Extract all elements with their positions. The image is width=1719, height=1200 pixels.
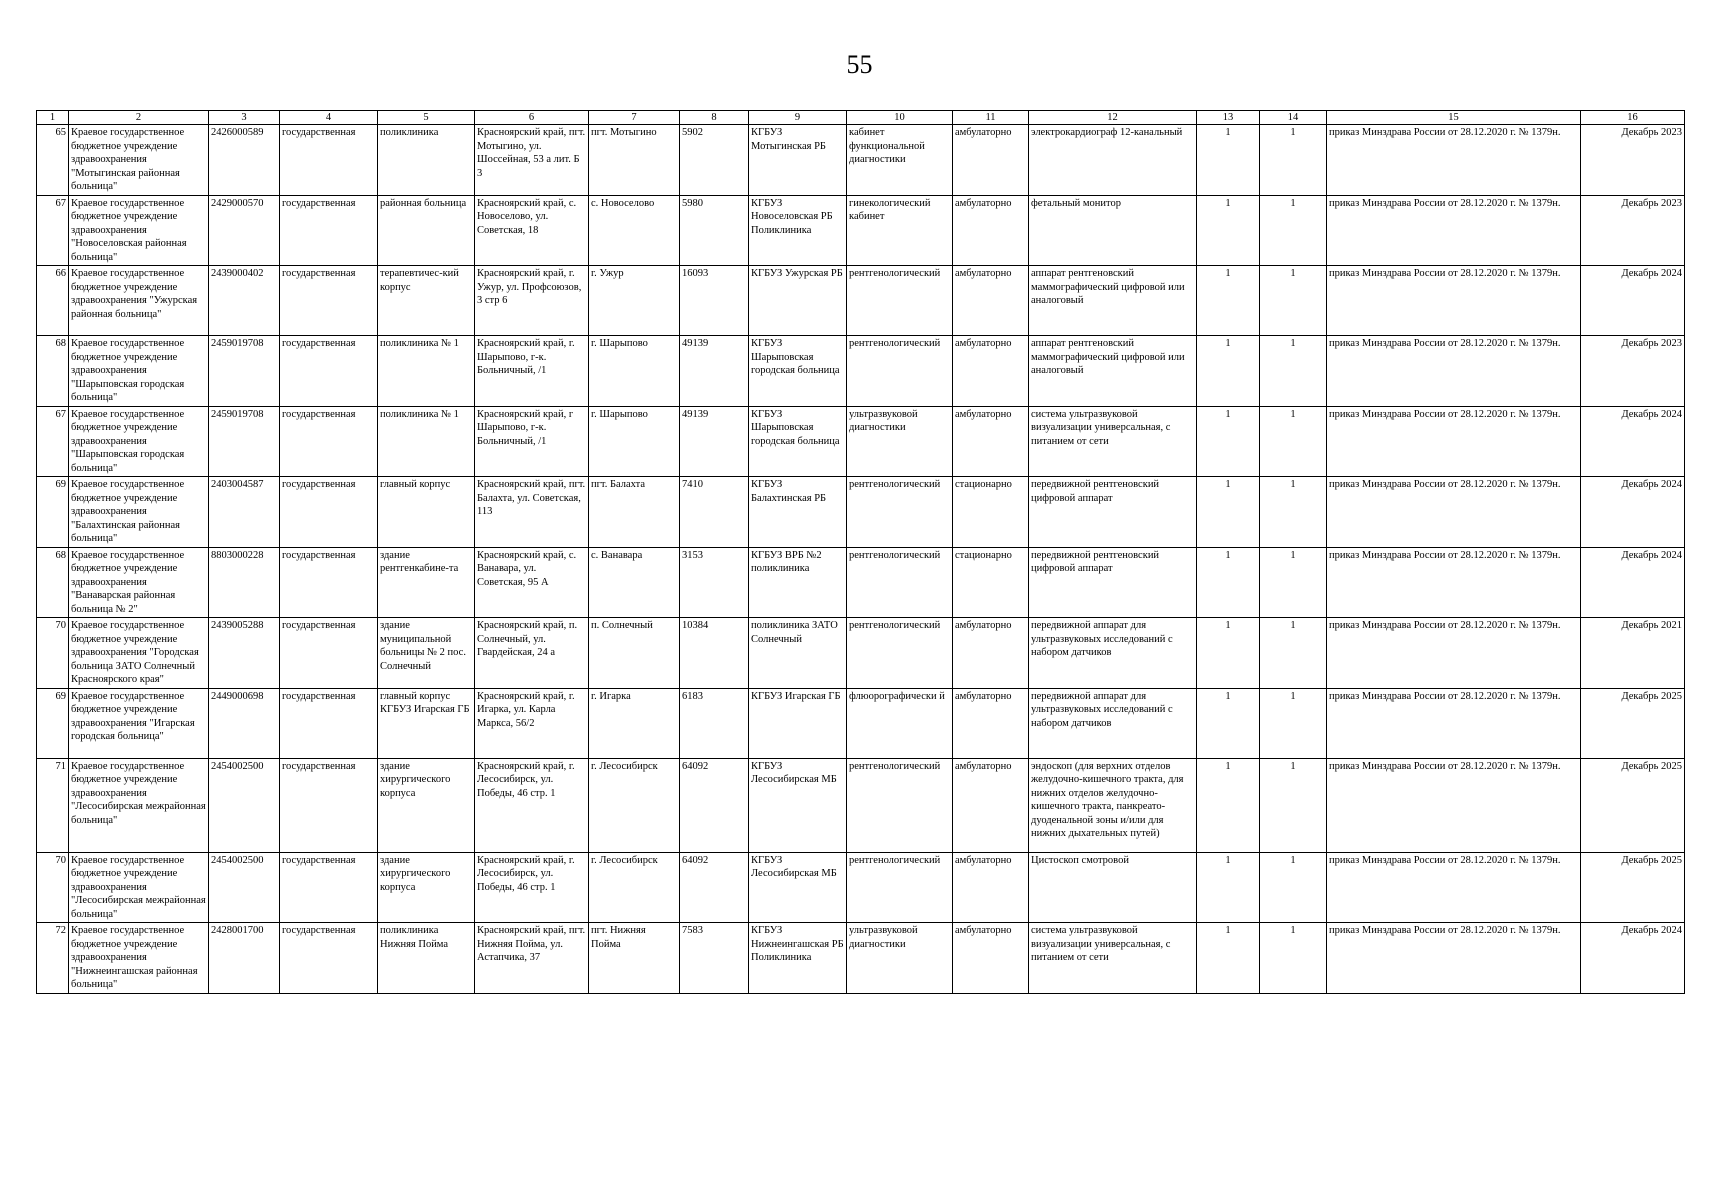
column-header: 4	[280, 111, 378, 125]
table-row	[37, 336, 1685, 407]
building: поликлиника	[378, 125, 475, 196]
organization-name: Краевое государственное бюджетное учреждение здравоохранения "Новоселовская районная больница"	[69, 195, 209, 266]
equipment-name: передвижной аппарат для ультразвуковых исследований с набором датчиков	[1029, 688, 1197, 758]
row-number: 66	[37, 266, 69, 336]
department: рентгенологический	[847, 547, 953, 618]
legal-basis: приказ Минздрава России от 28.12.2020 г. № 1379н.	[1327, 266, 1581, 336]
equipment-name: система ультразвуковой визуализации универсальная, с питанием от сети	[1029, 406, 1197, 477]
building: здание муниципальной больницы № 2 пос. Солнечный	[378, 618, 475, 689]
building: главный корпус	[378, 477, 475, 548]
building: здание хирургического корпуса	[378, 852, 475, 923]
table-row	[37, 125, 1685, 196]
row-number: 68	[37, 336, 69, 407]
delivery-date: Декабрь 2024	[1581, 547, 1685, 618]
unit-name: поликлиника ЗАТО Солнечный	[749, 618, 847, 689]
address: Красноярский край, г Шарыпово, г-к. Больничный, /1	[475, 406, 589, 477]
unit-name: КГБУЗ ВРБ №2 поликлиника	[749, 547, 847, 618]
organization-name: Краевое государственное бюджетное учреждение здравоохранения "Лесосибирская межрайонная больница"	[69, 852, 209, 923]
quantity-13: 1	[1197, 125, 1260, 196]
ownership-form: государственная	[280, 852, 378, 923]
table-row	[37, 195, 1685, 266]
organization-name: Краевое государственное бюджетное учреждение здравоохранения "Городская больница ЗАТО Солнечный Красноярского края"	[69, 618, 209, 689]
care-type: амбулаторно	[953, 336, 1029, 407]
quantity-14: 1	[1260, 758, 1327, 852]
unit-name: КГБУЗ Лесосибирская МБ	[749, 758, 847, 852]
unit-name: КГБУЗ Мотыгинская РБ	[749, 125, 847, 196]
equipment-name: эндоскоп (для верхних отделов желудочно-кишечного тракта, для нижних отделов желудочно-кишечного тракта, панкреато-дуоденальной зоны и/или для нижних дыхательных путей)	[1029, 758, 1197, 852]
population: 5980	[680, 195, 749, 266]
legal-basis: приказ Минздрава России от 28.12.2020 г. № 1379н.	[1327, 195, 1581, 266]
unit-name: КГБУЗ Лесосибирская МБ	[749, 852, 847, 923]
table-row	[37, 852, 1685, 923]
column-header: 8	[680, 111, 749, 125]
care-type: амбулаторно	[953, 406, 1029, 477]
address: Красноярский край, г. Шарыпово, г-к. Больничный, /1	[475, 336, 589, 407]
column-header: 12	[1029, 111, 1197, 125]
equipment-name: фетальный монитор	[1029, 195, 1197, 266]
settlement: г. Игарка	[589, 688, 680, 758]
care-type: стационарно	[953, 477, 1029, 548]
unit-name: КГБУЗ Новоселовская РБ Поликлиника	[749, 195, 847, 266]
delivery-date: Декабрь 2024	[1581, 406, 1685, 477]
unit-name: КГБУЗ Балахтинская РБ	[749, 477, 847, 548]
equipment-name: аппарат рентгеновский маммографический цифровой или аналоговый	[1029, 266, 1197, 336]
quantity-13: 1	[1197, 195, 1260, 266]
row-number: 69	[37, 688, 69, 758]
equipment-name: передвижной рентгеновский цифровой аппарат	[1029, 477, 1197, 548]
care-type: амбулаторно	[953, 758, 1029, 852]
address: Красноярский край, пгт. Нижняя Пойма, ул. Астапчика, 37	[475, 923, 589, 994]
settlement: г. Ужур	[589, 266, 680, 336]
ownership-form: государственная	[280, 125, 378, 196]
quantity-13: 1	[1197, 266, 1260, 336]
page-number: 55	[846, 50, 873, 79]
organization-name: Краевое государственное бюджетное учреждение здравоохранения "Игарская городская больница"	[69, 688, 209, 758]
ownership-form: государственная	[280, 923, 378, 994]
quantity-14: 1	[1260, 688, 1327, 758]
population: 6183	[680, 688, 749, 758]
quantity-13: 1	[1197, 923, 1260, 994]
inn: 2428001700	[209, 923, 280, 994]
column-header: 16	[1581, 111, 1685, 125]
building: поликлиника Нижняя Пойма	[378, 923, 475, 994]
quantity-14: 1	[1260, 336, 1327, 407]
inn: 2449000698	[209, 688, 280, 758]
unit-name: КГБУЗ Ужурская РБ	[749, 266, 847, 336]
building: поликлиника № 1	[378, 336, 475, 407]
unit-name: КГБУЗ Шарыповская городская больница	[749, 406, 847, 477]
delivery-date: Декабрь 2024	[1581, 477, 1685, 548]
equipment-name: передвижной аппарат для ультразвуковых исследований с набором датчиков	[1029, 618, 1197, 689]
unit-name: КГБУЗ Шарыповская городская больница	[749, 336, 847, 407]
legal-basis: приказ Минздрава России от 28.12.2020 г. № 1379н.	[1327, 688, 1581, 758]
department: флюорографически й	[847, 688, 953, 758]
quantity-14: 1	[1260, 125, 1327, 196]
inn: 2459019708	[209, 336, 280, 407]
settlement: пгт. Нижняя Пойма	[589, 923, 680, 994]
column-header: 7	[589, 111, 680, 125]
organization-name: Краевое государственное бюджетное учреждение здравоохранения "Ванаварская районная больница № 2"	[69, 547, 209, 618]
inn: 2439005288	[209, 618, 280, 689]
address: Красноярский край, с. Ванавара, ул. Советская, 95 А	[475, 547, 589, 618]
settlement: пгт. Балахта	[589, 477, 680, 548]
population: 5902	[680, 125, 749, 196]
ownership-form: государственная	[280, 266, 378, 336]
column-header: 13	[1197, 111, 1260, 125]
quantity-14: 1	[1260, 195, 1327, 266]
column-header: 5	[378, 111, 475, 125]
unit-name: КГБУЗ Нижнеингашская РБ Поликлиника	[749, 923, 847, 994]
settlement: г. Лесосибирск	[589, 852, 680, 923]
table-row	[37, 406, 1685, 477]
column-header: 10	[847, 111, 953, 125]
table-row	[37, 758, 1685, 852]
inn: 2459019708	[209, 406, 280, 477]
row-number: 71	[37, 758, 69, 852]
care-type: амбулаторно	[953, 618, 1029, 689]
department: рентгенологический	[847, 758, 953, 852]
delivery-date: Декабрь 2023	[1581, 195, 1685, 266]
care-type: амбулаторно	[953, 125, 1029, 196]
equipment-table	[36, 110, 1685, 994]
header-row	[37, 111, 1685, 125]
department: кабинет функциональной диагностики	[847, 125, 953, 196]
legal-basis: приказ Минздрава России от 28.12.2020 г. № 1379н.	[1327, 618, 1581, 689]
settlement: с. Новоселово	[589, 195, 680, 266]
organization-name: Краевое государственное бюджетное учреждение здравоохранения "Шарыповская городская больница"	[69, 406, 209, 477]
building: здание рентгенкабине-та	[378, 547, 475, 618]
population: 16093	[680, 266, 749, 336]
department: рентгенологический	[847, 852, 953, 923]
delivery-date: Декабрь 2024	[1581, 923, 1685, 994]
care-type: амбулаторно	[953, 923, 1029, 994]
legal-basis: приказ Минздрава России от 28.12.2020 г. № 1379н.	[1327, 547, 1581, 618]
row-number: 65	[37, 125, 69, 196]
table-row	[37, 688, 1685, 758]
quantity-13: 1	[1197, 336, 1260, 407]
equipment-name: передвижной рентгеновский цифровой аппарат	[1029, 547, 1197, 618]
column-header: 9	[749, 111, 847, 125]
settlement: пгт. Мотыгино	[589, 125, 680, 196]
department: рентгенологический	[847, 336, 953, 407]
table-row	[37, 618, 1685, 689]
care-type: амбулаторно	[953, 266, 1029, 336]
legal-basis: приказ Минздрава России от 28.12.2020 г. № 1379н.	[1327, 477, 1581, 548]
delivery-date: Декабрь 2023	[1581, 125, 1685, 196]
organization-name: Краевое государственное бюджетное учреждение здравоохранения "Нижнеингашская районная больница"	[69, 923, 209, 994]
building: терапевтичес-кий корпус	[378, 266, 475, 336]
quantity-14: 1	[1260, 406, 1327, 477]
department: ультразвуковой диагностики	[847, 923, 953, 994]
equipment-name: электрокардиограф 12-канальный	[1029, 125, 1197, 196]
row-number: 70	[37, 852, 69, 923]
inn: 2439000402	[209, 266, 280, 336]
legal-basis: приказ Минздрава России от 28.12.2020 г. № 1379н.	[1327, 336, 1581, 407]
legal-basis: приказ Минздрава России от 28.12.2020 г. № 1379н.	[1327, 923, 1581, 994]
organization-name: Краевое государственное бюджетное учреждение здравоохранения "Лесосибирская межрайонная больница"	[69, 758, 209, 852]
column-header: 1	[37, 111, 69, 125]
row-number: 68	[37, 547, 69, 618]
quantity-14: 1	[1260, 923, 1327, 994]
settlement: г. Лесосибирск	[589, 758, 680, 852]
settlement: с. Ванавара	[589, 547, 680, 618]
legal-basis: приказ Минздрава России от 28.12.2020 г. № 1379н.	[1327, 406, 1581, 477]
ownership-form: государственная	[280, 477, 378, 548]
quantity-13: 1	[1197, 688, 1260, 758]
ownership-form: государственная	[280, 336, 378, 407]
ownership-form: государственная	[280, 406, 378, 477]
building: поликлиника № 1	[378, 406, 475, 477]
legal-basis: приказ Минздрава России от 28.12.2020 г. № 1379н.	[1327, 758, 1581, 852]
column-header: 2	[69, 111, 209, 125]
delivery-date: Декабрь 2024	[1581, 266, 1685, 336]
population: 10384	[680, 618, 749, 689]
organization-name: Краевое государственное бюджетное учреждение здравоохранения "Балахтинская районная больница"	[69, 477, 209, 548]
column-header: 14	[1260, 111, 1327, 125]
address: Красноярский край, с. Новоселово, ул. Советская, 18	[475, 195, 589, 266]
ownership-form: государственная	[280, 618, 378, 689]
inn: 2454002500	[209, 852, 280, 923]
delivery-date: Декабрь 2025	[1581, 758, 1685, 852]
inn: 8803000228	[209, 547, 280, 618]
address: Красноярский край, пгт. Мотыгино, ул. Шоссейная, 53 а лит. Б 3	[475, 125, 589, 196]
legal-basis: приказ Минздрава России от 28.12.2020 г. № 1379н.	[1327, 125, 1581, 196]
ownership-form: государственная	[280, 758, 378, 852]
equipment-name: Цистоскоп смотровой	[1029, 852, 1197, 923]
address: Красноярский край, пгт. Балахта, ул. Советская, 113	[475, 477, 589, 548]
settlement: г. Шарыпово	[589, 336, 680, 407]
department: рентгенологический	[847, 266, 953, 336]
address: Красноярский край, г. Игарка, ул. Карла Маркса, 56/2	[475, 688, 589, 758]
organization-name: Краевое государственное бюджетное учреждение здравоохранения "Мотыгинская районная больница"	[69, 125, 209, 196]
quantity-13: 1	[1197, 406, 1260, 477]
address: Красноярский край, г. Лесосибирск, ул. Победы, 46 стр. 1	[475, 852, 589, 923]
care-type: амбулаторно	[953, 195, 1029, 266]
row-number: 67	[37, 406, 69, 477]
ownership-form: государственная	[280, 688, 378, 758]
population: 49139	[680, 406, 749, 477]
care-type: стационарно	[953, 547, 1029, 618]
equipment-name: система ультразвуковой визуализации универсальная, с питанием от сети	[1029, 923, 1197, 994]
quantity-14: 1	[1260, 266, 1327, 336]
department: ультразвуковой диагностики	[847, 406, 953, 477]
department: гинекологический кабинет	[847, 195, 953, 266]
column-header: 11	[953, 111, 1029, 125]
address: Красноярский край, п. Солнечный, ул. Гвардейская, 24 а	[475, 618, 589, 689]
inn: 2454002500	[209, 758, 280, 852]
quantity-14: 1	[1260, 547, 1327, 618]
delivery-date: Декабрь 2025	[1581, 688, 1685, 758]
column-header: 6	[475, 111, 589, 125]
quantity-14: 1	[1260, 477, 1327, 548]
population: 49139	[680, 336, 749, 407]
quantity-14: 1	[1260, 852, 1327, 923]
row-number: 67	[37, 195, 69, 266]
quantity-13: 1	[1197, 477, 1260, 548]
settlement: п. Солнечный	[589, 618, 680, 689]
address: Красноярский край, г. Лесосибирск, ул. Победы, 46 стр. 1	[475, 758, 589, 852]
department: рентгенологический	[847, 618, 953, 689]
settlement: г. Шарыпово	[589, 406, 680, 477]
inn: 2426000589	[209, 125, 280, 196]
table-body	[37, 125, 1685, 994]
organization-name: Краевое государственное бюджетное учреждение здравоохранения "Шарыповская городская больница"	[69, 336, 209, 407]
population: 7410	[680, 477, 749, 548]
care-type: амбулаторно	[953, 852, 1029, 923]
legal-basis: приказ Минздрава России от 28.12.2020 г. № 1379н.	[1327, 852, 1581, 923]
ownership-form: государственная	[280, 547, 378, 618]
delivery-date: Декабрь 2025	[1581, 852, 1685, 923]
quantity-13: 1	[1197, 852, 1260, 923]
row-number: 69	[37, 477, 69, 548]
delivery-date: Декабрь 2023	[1581, 336, 1685, 407]
row-number: 72	[37, 923, 69, 994]
population: 64092	[680, 758, 749, 852]
care-type: амбулаторно	[953, 688, 1029, 758]
quantity-14: 1	[1260, 618, 1327, 689]
quantity-13: 1	[1197, 618, 1260, 689]
building: здание хирургического корпуса	[378, 758, 475, 852]
column-header: 15	[1327, 111, 1581, 125]
unit-name: КГБУЗ Игарская ГБ	[749, 688, 847, 758]
population: 3153	[680, 547, 749, 618]
organization-name: Краевое государственное бюджетное учреждение здравоохранения "Ужурская районная больница"	[69, 266, 209, 336]
table-row	[37, 477, 1685, 548]
ownership-form: государственная	[280, 195, 378, 266]
table-row	[37, 923, 1685, 994]
building: главный корпус КГБУЗ Игарская ГБ	[378, 688, 475, 758]
population: 7583	[680, 923, 749, 994]
address: Красноярский край, г. Ужур, ул. Профсоюзов, 3 стр 6	[475, 266, 589, 336]
table-row	[37, 547, 1685, 618]
inn: 2403004587	[209, 477, 280, 548]
department: рентгенологический	[847, 477, 953, 548]
population: 64092	[680, 852, 749, 923]
table-row	[37, 266, 1685, 336]
column-header: 3	[209, 111, 280, 125]
row-number: 70	[37, 618, 69, 689]
inn: 2429000570	[209, 195, 280, 266]
building: районная больница	[378, 195, 475, 266]
quantity-13: 1	[1197, 547, 1260, 618]
quantity-13: 1	[1197, 758, 1260, 852]
equipment-name: аппарат рентгеновский маммографический цифровой или аналоговый	[1029, 336, 1197, 407]
delivery-date: Декабрь 2021	[1581, 618, 1685, 689]
